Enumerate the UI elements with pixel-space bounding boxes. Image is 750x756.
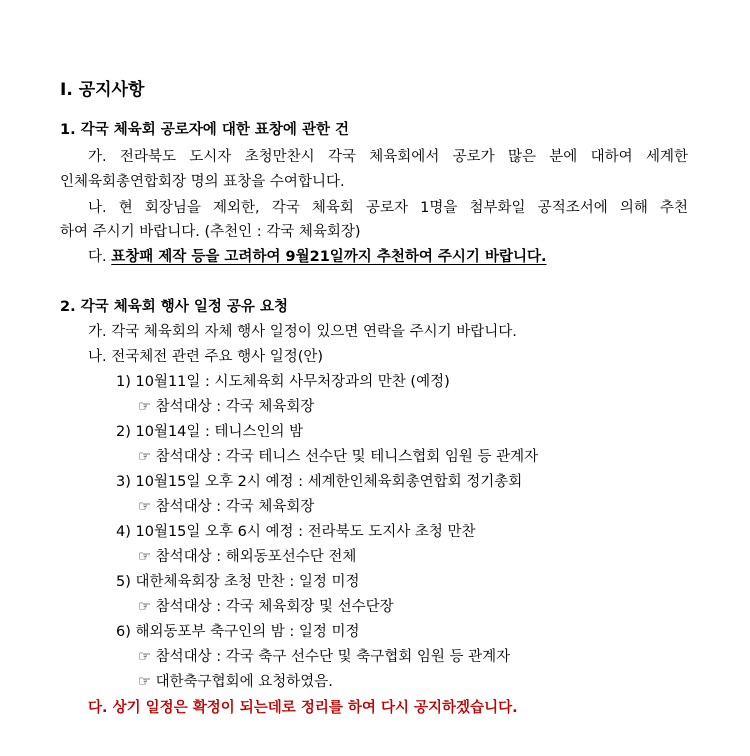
event-line-3: 3) 10월15일 오후 2시 예정 : 세계한인체육회총연합회 정기총회 bbox=[116, 474, 523, 490]
event-note-6a: ☞ 참석대상 : 각국 축구 선수단 및 축구협회 임원 등 관계자 bbox=[138, 649, 511, 665]
event-line-6: 6) 해외동포부 축구인의 밤 : 일정 미정 bbox=[116, 624, 360, 640]
item2-da-notice: 다. 상기 일정은 확정이 되는데로 정리를 하여 다시 공지하겠습니다. bbox=[88, 700, 518, 716]
item1-na-line2: 하여 주시기 바랍니다. (추천인 : 각국 체육회장) bbox=[60, 224, 361, 240]
event-line-4: 4) 10월15일 오후 6시 예정 : 전라북도 도지사 초청 만찬 bbox=[116, 524, 476, 540]
section-title: I. 공지사항 bbox=[60, 80, 145, 100]
event-note-3: ☞ 참석대상 : 각국 체육회장 bbox=[138, 499, 315, 515]
event-note-5: ☞ 참석대상 : 각국 체육회장 및 선수단장 bbox=[138, 599, 394, 615]
event-line-5: 5) 대한체육회장 초청 만찬 : 일정 미정 bbox=[116, 574, 360, 590]
event-line-2: 2) 10월14일 : 테니스인의 밤 bbox=[116, 424, 304, 440]
event-note-1: ☞ 참석대상 : 각국 체육회장 bbox=[138, 399, 315, 415]
item1-title: 1. 각국 체육회 공로자에 대한 표창에 관한 건 bbox=[60, 122, 350, 138]
item1-ga-line1: 가. 전라북도 도시자 초청만찬시 각국 체육회에서 공로가 많은 분에 대하여 세계한 bbox=[88, 149, 688, 165]
item1-da-prefix: 다. bbox=[88, 249, 112, 265]
event-note-6b: ☞ 대한축구협회에 요청하였음. bbox=[138, 674, 333, 690]
event-note-2: ☞ 참석대상 : 각국 테니스 선수단 및 테니스협회 임원 등 관계자 bbox=[138, 449, 539, 465]
item2-na: 나. 전국체전 관련 주요 행사 일정(안) bbox=[88, 349, 324, 365]
item1-da-emphasis: 표창패 제작 등을 고려하여 9월21일까지 추천하여 주시기 바랍니다. bbox=[111, 249, 547, 265]
item1-da-line bbox=[88, 247, 547, 267]
item1-ga-line2: 인체육회총연합회장 명의 표창을 수여합니다. bbox=[60, 174, 345, 190]
event-note-4: ☞ 참석대상 : 해외동포선수단 전체 bbox=[138, 549, 357, 565]
item2-ga: 가. 각국 체육회의 자체 행사 일정이 있으면 연락을 주시기 바랍니다. bbox=[88, 324, 517, 340]
item1-na-line1: 나. 현 회장님을 제외한, 각국 체육회 공로자 1명을 첨부화일 공적조서에 의해 추천 bbox=[88, 200, 688, 216]
event-line-1: 1) 10월11일 : 시도체육회 사무처장과의 만찬 (예정) bbox=[116, 374, 450, 390]
item2-title: 2. 각국 체육회 행사 일정 공유 요청 bbox=[60, 299, 288, 315]
